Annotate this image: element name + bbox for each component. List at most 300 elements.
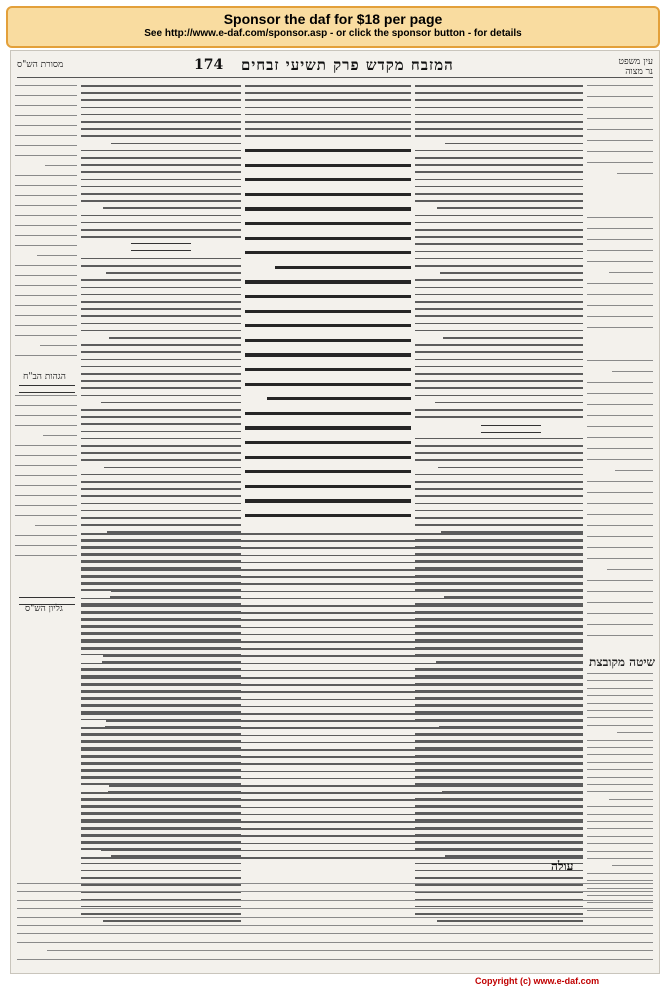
text-line (15, 495, 77, 496)
text-line (81, 749, 583, 751)
text-line (15, 395, 77, 396)
text-line (587, 740, 653, 741)
text-line (415, 222, 583, 224)
text-line (415, 157, 583, 159)
text-line (617, 732, 653, 733)
text-line (245, 514, 411, 517)
text-line (415, 294, 583, 296)
text-line (440, 272, 583, 274)
text-line (15, 215, 77, 216)
text-line (81, 488, 241, 490)
text-line (587, 437, 653, 438)
text-line (587, 791, 653, 792)
text-line (81, 121, 241, 123)
text-line (587, 717, 653, 718)
text-line (15, 355, 77, 356)
text-line (35, 525, 77, 526)
text-line (609, 272, 653, 273)
text-line (415, 85, 583, 87)
text-line (245, 178, 411, 181)
text-line (81, 265, 241, 267)
text-line (587, 140, 653, 141)
text-line (81, 634, 583, 636)
text-line (15, 245, 77, 246)
gemara-top-text (245, 83, 411, 143)
text-line (15, 125, 77, 126)
text-line (81, 409, 241, 411)
text-line (415, 171, 583, 173)
text-line (245, 324, 411, 327)
text-line (415, 517, 583, 519)
text-line (81, 835, 583, 837)
text-line (587, 85, 653, 86)
text-line (607, 569, 653, 570)
text-line (15, 115, 77, 116)
text-line (415, 438, 583, 440)
text-line (245, 135, 411, 137)
text-line (587, 239, 653, 240)
text-line (15, 285, 77, 286)
text-line (437, 207, 583, 209)
text-line (438, 467, 583, 469)
text-line (81, 114, 241, 116)
right-margin-column (587, 83, 653, 643)
text-line (587, 710, 653, 711)
text-line (81, 459, 241, 461)
text-line (415, 323, 583, 325)
text-line (587, 602, 653, 603)
text-line (81, 857, 583, 859)
text-line (415, 524, 583, 526)
text-line (81, 612, 583, 614)
text-line (587, 426, 653, 427)
text-line (587, 228, 653, 229)
text-line (81, 236, 241, 238)
text-line (81, 877, 241, 879)
text-line (81, 215, 241, 217)
text-line (587, 162, 653, 163)
text-line (81, 150, 241, 152)
text-line (81, 387, 241, 389)
text-line (587, 613, 653, 614)
text-line (445, 143, 583, 145)
text-line (15, 455, 77, 456)
text-line (415, 179, 583, 181)
ornament-divider-left (19, 385, 75, 393)
text-line (587, 703, 653, 704)
text-line (245, 456, 411, 459)
text-line (81, 380, 241, 382)
text-line (245, 114, 411, 116)
text-line (587, 784, 653, 785)
text-line (17, 908, 653, 909)
text-line (587, 673, 653, 674)
text-line (587, 404, 653, 405)
text-line (81, 771, 583, 773)
text-line (245, 339, 411, 342)
text-line (15, 415, 77, 416)
text-line (587, 777, 653, 778)
text-line (15, 445, 77, 446)
text-line (415, 409, 583, 411)
text-line (587, 688, 653, 689)
text-line (15, 465, 77, 466)
text-line (415, 308, 583, 310)
text-line (81, 438, 241, 440)
text-line (415, 387, 583, 389)
text-line (81, 452, 241, 454)
text-line (587, 283, 653, 284)
text-line (415, 279, 583, 281)
text-line (615, 470, 653, 471)
text-line (37, 255, 77, 256)
text-line (587, 305, 653, 306)
text-line (81, 663, 583, 665)
text-line (15, 265, 77, 266)
text-line (15, 485, 77, 486)
text-line (587, 250, 653, 251)
ein-mishpat-label (597, 57, 653, 77)
text-line (415, 459, 583, 461)
text-line (245, 499, 411, 502)
text-line (81, 576, 583, 578)
text-line (443, 337, 583, 339)
text-line (17, 942, 653, 943)
ein-mishpat-line2: נר מצוה (625, 67, 653, 77)
text-line (81, 193, 241, 195)
text-line (245, 251, 411, 254)
text-line (415, 107, 583, 109)
text-line (15, 205, 77, 206)
text-line (587, 624, 653, 625)
text-line (245, 99, 411, 101)
text-line (81, 814, 583, 816)
text-line (15, 335, 77, 336)
text-line (109, 785, 583, 787)
text-line (17, 925, 653, 926)
text-line (415, 92, 583, 94)
text-line (15, 545, 77, 546)
text-line (245, 383, 411, 386)
text-line (15, 175, 77, 176)
text-line (415, 474, 583, 476)
text-line (415, 359, 583, 361)
text-line (587, 327, 653, 328)
text-line (81, 351, 241, 353)
text-line (81, 503, 241, 505)
text-line (81, 85, 241, 87)
text-line (587, 558, 653, 559)
text-line (587, 316, 653, 317)
text-line (245, 412, 411, 415)
text-line (587, 858, 653, 859)
text-line (275, 266, 411, 269)
text-line (15, 145, 77, 146)
text-line (587, 851, 653, 852)
text-line (415, 452, 583, 454)
text-line (415, 481, 583, 483)
text-line (587, 481, 653, 482)
text-line (245, 353, 411, 356)
ornament-divider-rashi (481, 425, 541, 433)
text-line (81, 200, 241, 202)
text-line (81, 547, 583, 549)
text-line (81, 619, 583, 621)
text-line (81, 186, 241, 188)
text-line (587, 762, 653, 763)
text-line (587, 821, 653, 822)
text-line (245, 128, 411, 130)
text-line (587, 873, 653, 874)
text-line (15, 475, 77, 476)
text-line (81, 706, 583, 708)
text-line (415, 186, 583, 188)
text-line (587, 415, 653, 416)
text-line (245, 164, 411, 167)
text-line (415, 251, 583, 253)
text-line (15, 235, 77, 236)
text-line (415, 416, 583, 418)
text-line (587, 96, 653, 97)
text-line (103, 207, 241, 209)
text-line (587, 514, 653, 515)
text-line (81, 315, 241, 317)
text-line (415, 258, 583, 260)
text-line (415, 503, 583, 505)
text-line (81, 670, 583, 672)
text-line (47, 950, 653, 951)
text-line (415, 243, 583, 245)
text-line (81, 807, 583, 809)
copyright-link[interactable]: Copyright (c) www.e-daf.com (475, 976, 600, 986)
text-line (415, 150, 583, 152)
text-line (587, 580, 653, 581)
gemara-column (245, 147, 411, 527)
text-line (415, 236, 583, 238)
text-line (81, 344, 241, 346)
page-number: 174 (194, 57, 224, 73)
text-line (245, 426, 411, 429)
sponsor-banner[interactable] (6, 6, 660, 48)
text-line (17, 891, 653, 892)
text-line (587, 725, 653, 726)
text-line (609, 799, 653, 800)
text-line (245, 121, 411, 123)
text-line (81, 713, 583, 715)
text-line (81, 99, 241, 101)
text-line (17, 883, 653, 884)
text-line (106, 272, 241, 274)
text-line (587, 769, 653, 770)
text-line (415, 128, 583, 130)
text-line (415, 495, 583, 497)
text-line (415, 510, 583, 512)
text-line (587, 382, 653, 383)
text-line (245, 485, 411, 488)
text-line (81, 742, 583, 744)
text-line (15, 505, 77, 506)
text-line (106, 720, 583, 722)
hagahot-habach-label: הגהות הב"ח (23, 372, 66, 382)
text-line (81, 699, 583, 701)
left-margin-column (15, 83, 77, 563)
text-line (81, 157, 241, 159)
text-line (587, 393, 653, 394)
text-line (15, 135, 77, 136)
text-line (415, 330, 583, 332)
text-line (415, 395, 583, 397)
text-line (81, 359, 241, 361)
text-line (81, 279, 241, 281)
text-line (415, 380, 583, 382)
text-line (415, 344, 583, 346)
text-line (587, 129, 653, 130)
text-line (415, 315, 583, 317)
text-line (587, 754, 653, 755)
text-line (587, 151, 653, 152)
text-line (104, 467, 241, 469)
text-line (81, 107, 241, 109)
text-line (245, 222, 411, 225)
text-line (81, 481, 241, 483)
text-line (587, 843, 653, 844)
sponsor-subline: See http://www.e-daf.com/sponsor.asp - or click the sponsor button - for details (144, 28, 522, 39)
text-line (81, 229, 241, 231)
text-line (587, 635, 653, 636)
text-line (415, 373, 583, 375)
text-line (612, 371, 653, 372)
gilyon-hashas-label: גליון הש"ס (25, 604, 63, 614)
text-line (81, 677, 583, 679)
text-line (15, 225, 77, 226)
text-line (81, 598, 583, 600)
masoret-hashas-label: מסורת הש"ס (17, 60, 64, 70)
text-line (103, 655, 583, 657)
text-line (81, 684, 583, 686)
page-header (11, 55, 659, 77)
text-line (415, 366, 583, 368)
text-line (81, 445, 241, 447)
text-line (15, 405, 77, 406)
text-line (81, 605, 583, 607)
text-line (17, 933, 653, 934)
talmud-page (10, 50, 660, 974)
text-line (245, 107, 411, 109)
text-line (81, 641, 583, 643)
text-line (81, 533, 583, 535)
text-line (81, 583, 583, 585)
text-line (245, 149, 411, 152)
sponsor-headline: Sponsor the daf for $18 per page (223, 11, 443, 27)
text-line (17, 959, 653, 960)
text-line (587, 217, 653, 218)
text-line (415, 193, 583, 195)
text-line (245, 92, 411, 94)
text-line (81, 495, 241, 497)
text-line (81, 648, 583, 650)
text-line (81, 735, 583, 737)
header-rule (17, 77, 653, 78)
text-line (81, 258, 241, 260)
text-line (15, 185, 77, 186)
text-line (245, 193, 411, 196)
text-line (415, 488, 583, 490)
text-line (81, 474, 241, 476)
text-line (587, 459, 653, 460)
text-line (81, 821, 583, 823)
text-line (617, 173, 653, 174)
text-line (101, 402, 241, 404)
text-line (415, 135, 583, 137)
text-line (81, 323, 241, 325)
text-line (245, 85, 411, 87)
text-line (15, 305, 77, 306)
text-line (15, 295, 77, 296)
text-line (587, 591, 653, 592)
text-line (81, 308, 241, 310)
text-line (17, 917, 653, 918)
text-line (587, 747, 653, 748)
text-line (415, 99, 583, 101)
text-line (81, 510, 241, 512)
text-line (81, 517, 241, 519)
shita-mekubetzet-label: שיטה מקובצת (589, 655, 655, 669)
text-line (15, 515, 77, 516)
text-line (81, 756, 583, 758)
text-line (15, 105, 77, 106)
text-line (587, 525, 653, 526)
text-line (81, 287, 241, 289)
text-line (15, 275, 77, 276)
text-line (15, 315, 77, 316)
text-line (81, 778, 583, 780)
text-line (81, 128, 241, 130)
text-line (612, 865, 653, 866)
text-line (245, 441, 411, 444)
text-line (15, 535, 77, 536)
text-line (101, 850, 583, 852)
text-line (81, 373, 241, 375)
text-line (587, 118, 653, 119)
text-line (81, 727, 583, 729)
text-line (81, 555, 583, 557)
text-line (587, 828, 653, 829)
ola-heading: עולה (551, 859, 574, 873)
text-line (587, 492, 653, 493)
text-line (587, 503, 653, 504)
text-line (40, 345, 77, 346)
text-line (245, 207, 411, 210)
text-line (435, 402, 583, 404)
text-line (81, 691, 583, 693)
text-line (81, 562, 583, 564)
text-line (81, 431, 241, 433)
text-line (587, 806, 653, 807)
text-line (245, 368, 411, 371)
text-line (15, 325, 77, 326)
text-line (81, 92, 241, 94)
text-line (81, 524, 241, 526)
text-line (245, 310, 411, 313)
text-line (415, 445, 583, 447)
text-line (15, 555, 77, 556)
text-line (81, 799, 583, 801)
text-line (81, 863, 241, 865)
text-line (15, 155, 77, 156)
text-line (81, 423, 241, 425)
text-line (15, 85, 77, 86)
text-line (109, 337, 241, 339)
